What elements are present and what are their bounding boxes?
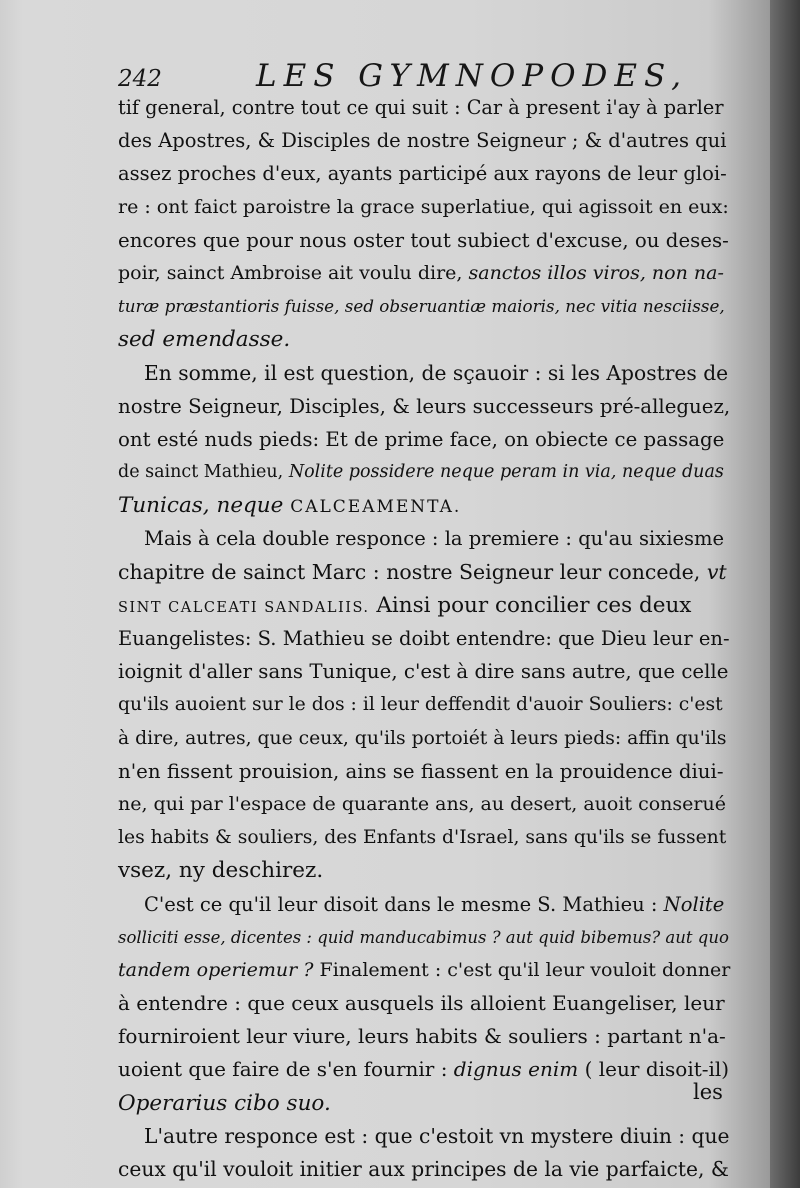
latin-quote: Tunicas, neque — [118, 493, 291, 519]
text-line: assez proches d'eux, ayants participé aux rayons de leur gloi- — [118, 162, 727, 186]
latin-quote: sanctos illos viros, non na- — [468, 261, 724, 284]
text-line: Euangelistes: S. Mathieu se doibt entendre: que Dieu leur en- — [118, 627, 730, 650]
text-line: turæ præstantioris fuisse, sed obseruantiæ maioris, nec vitia nesciisse, — [118, 296, 725, 317]
text-run: de sainct Mathieu, — [118, 462, 289, 483]
text-run: Finalement : c'est qu'il leur vouloit donner — [319, 958, 731, 981]
latin-quote: tandem operiemur ? — [118, 958, 320, 981]
text-line — [118, 1053, 730, 1086]
text-line: n'en fissent prouision, ains se fiassent en la prouidence diui- — [118, 759, 724, 783]
latin-quote: Nolite possidere neque peram in via, neque duas — [288, 462, 724, 483]
text-line — [118, 456, 730, 489]
catchword: les — [693, 1080, 723, 1104]
text-line: fourniroient leur viure, leurs habits & souliers : partant n'a- — [118, 1024, 726, 1049]
paragraph-start: L'autre responce est : que c'estoit vn mystere diuin : que — [144, 1123, 730, 1148]
latin-quote: Nolite — [663, 892, 725, 916]
text-line: nostre Seigneur, Disciples, & leurs successeurs pré-alleguez, — [118, 394, 731, 418]
text-line: les habits & souliers, des Enfants d'Israel, sans qu'ils se fussent — [118, 827, 727, 849]
page-number: 242 — [118, 66, 162, 92]
paragraph-start: En somme, il est question, de sçauoir : si les Apostres de — [144, 360, 729, 385]
body-text — [118, 91, 730, 1186]
text-line — [118, 589, 730, 622]
text-line — [118, 954, 730, 987]
text-run: C'est ce qu'il leur disoit dans le mesme S. Mathieu : — [144, 892, 664, 916]
latin-quote: dignus enim — [453, 1057, 579, 1082]
text-line: sed emendasse. — [118, 327, 291, 353]
text-run: ( leur disoit-il) — [578, 1057, 730, 1082]
text-line: à dire, autres, que ceux, qu'ils portoiét à leurs pieds: affin qu'ils — [118, 727, 727, 749]
running-title: LES GYMNOPODES, — [256, 58, 689, 94]
text-line: solliciti esse, dicentes : quid manducabimus ? aut quid bibemus? aut quo — [118, 927, 729, 947]
text-line: Operarius cibo suo. — [118, 1090, 331, 1116]
text-line — [118, 556, 730, 589]
text-line: re : ont faict paroistre la grace superlatiue, qui agissoit en eux: — [118, 195, 729, 218]
text-line: à entendre : que ceux ausquels ils alloient Euangeliser, leur — [118, 991, 725, 1016]
text-line: ioignit d'aller sans Tunique, c'est à dire sans autre, que celle — [118, 660, 729, 684]
text-line: vsez, ny deschirez. — [118, 858, 324, 884]
text-line: encores que pour nous oster tout subiect d'excuse, ou deses- — [118, 228, 729, 252]
text-line — [118, 489, 730, 522]
text-run: uoient que faire de s'en fournir : — [118, 1057, 454, 1082]
text-line — [118, 257, 730, 290]
text-line: des Apostres, & Disciples de nostre Seigneur ; & d'autres qui — [118, 129, 727, 153]
book-gutter-shadow — [770, 0, 800, 1188]
text-run: poir, sainct Ambroise ait voulu dire, — [118, 261, 469, 284]
small-caps-quote: SINT CALCEATI SANDALIIS. — [118, 599, 370, 616]
text-line: tif general, contre tout ce qui suit : Car à present i'ay à parler — [118, 96, 724, 119]
text-run: Ainsi pour concilier ces deux — [369, 592, 692, 618]
paragraph-start: Mais à cela double responce : la premiere : qu'au sixiesme — [144, 527, 725, 551]
text-run: chapitre de sainct Marc : nostre Seigneur leur concede, — [118, 559, 707, 584]
text-line: ont esté nuds pieds: Et de prime face, on obiecte ce passage — [118, 427, 725, 451]
latin-quote: vt — [706, 559, 727, 584]
text-line: ceux qu'il vouloit initier aux principes de la vie parfaicte, & — [118, 1157, 729, 1181]
text-line: ne, qui par l'espace de quarante ans, au desert, auoit conserué — [118, 792, 726, 815]
small-caps-word: CALCEAMENTA. — [290, 497, 462, 518]
text-line: qu'ils auoient sur le dos : il leur deffendit d'auoir Souliers: c'est — [118, 694, 723, 716]
paragraph-start — [118, 888, 730, 921]
